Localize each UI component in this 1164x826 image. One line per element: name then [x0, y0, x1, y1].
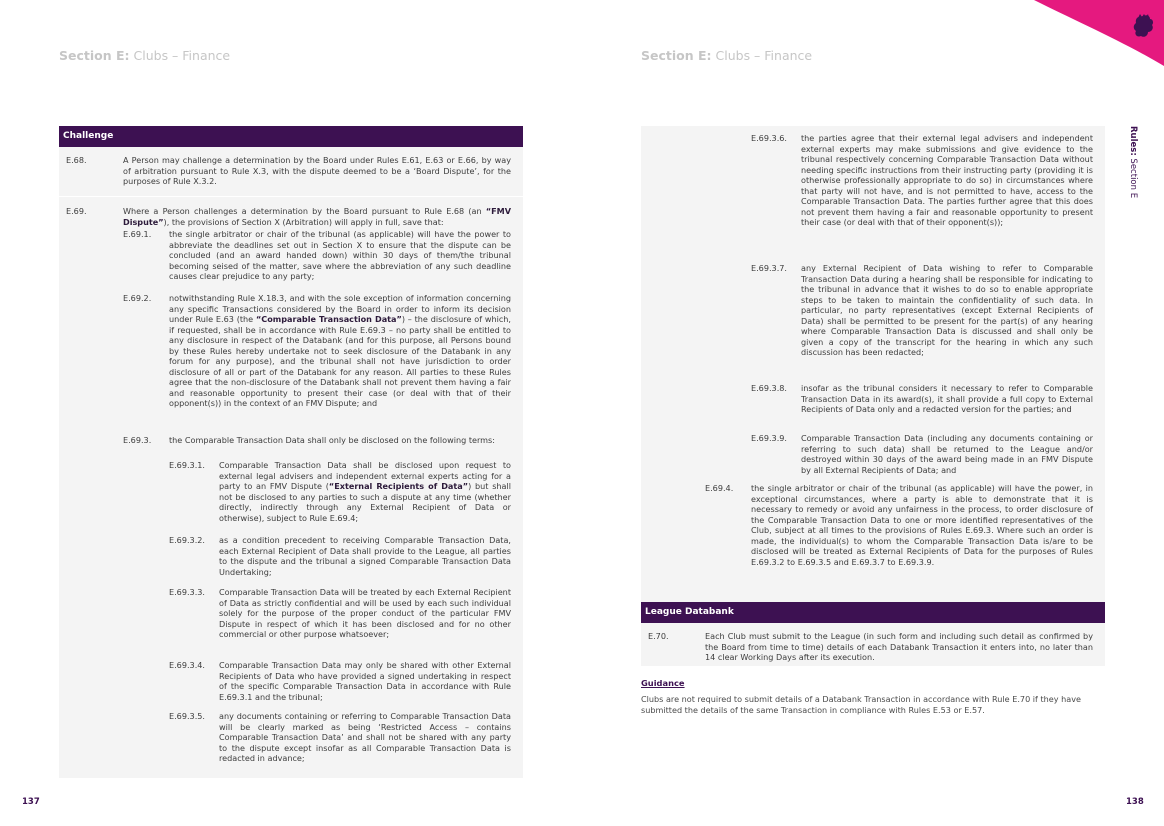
rule-e69-3-1: E.69.3.1. Comparable Transaction Data shall be disclosed upon request to external legal advisers and independent external experts acting for a party to an FMV Dispute (“External Recipients of Data”) but shall not be disclosed to any parties to such a dispute at any time (whether directly, indirectly through any External Recipient of Data or otherwise), subject to Rule E.69.4;	[169, 460, 511, 523]
page-number-right: 138	[1126, 797, 1144, 807]
rule-text: the parties agree that their external legal advisers and independent external experts may make submissions and give evidence to the tribunal respectively concerning Comparable Transaction Data without needing specific instructions from their instructing party (providing it is otherwise professionally appropriate to do so) in circumstances where that party will not have, and is not permitted to have, access to the Comparable Transaction Data. The parties further agree that this does not prevent them having a fair and reasonable opportunity to present their case (or deal with that of their opponent(s));	[801, 133, 1093, 227]
rules-panel-left	[59, 126, 523, 778]
rule-number: E.69.3.2.	[169, 535, 206, 545]
page-number-left: 137	[22, 797, 40, 807]
page-header-right: Section E: Clubs – Finance	[641, 48, 813, 63]
rule-e69-3-5	[169, 711, 511, 769]
guidance-text: Clubs are not required to submit details of a Databank Transaction in accordance with Rule E.70 if they have submitted the details of the same Transaction in compliance with Rules E.53 or E.57.	[641, 694, 1081, 715]
rule-text: insofar as the tribunal considers it necessary to refer to Comparable Transaction Data in its award(s), it shall provide a full copy to External Recipients of Data only and a redacted version for the parties; and	[801, 383, 1093, 414]
rule-number: E.69.	[66, 206, 87, 216]
rule-e69-3-7	[751, 263, 1093, 379]
rule-e69-3-9	[751, 433, 1093, 479]
rule-number: E.69.4.	[705, 483, 734, 493]
rule-e68	[66, 155, 511, 196]
rule-text: A Person may challenge a determination by the Board under Rules E.61, E.63 or E.66, by way of arbitration pursuant to Rule X.3, with the dispute deemed to be a ‘Board Dispute’, for the purposes of Rule X.3.2.	[123, 155, 511, 186]
rule-text: Each Club must submit to the League (in such form and including such detail as confirmed by the Board from time to time) details of each Databank Transaction it enters into, no later than 14 clear Working Days after its execution.	[705, 631, 1093, 662]
rule-e70	[648, 631, 1093, 665]
rule-number: E.68.	[66, 155, 87, 165]
rule-e69-3-8	[751, 383, 1093, 429]
rule-e69: E.69. Where a Person challenges a determination by the Board pursuant to Rule E.68 (an “FMV Dispute”), the provisions of Section X (Arbitration) will apply in full, save that:	[66, 206, 511, 227]
rule-number: E.69.3.7.	[751, 263, 788, 273]
rule-text: any documents containing or referring to Comparable Transaction Data will be clearly marked as being ‘Restricted Access – contains Comparable Transaction Data’ and shall not be shared with any party to the dispute except insofar as all Comparable Transaction Data is redacted in advance;	[219, 711, 511, 763]
side-section-label: Rules: Section E	[1128, 126, 1138, 199]
rule-e69-3-6	[751, 133, 1093, 259]
section-title-challenge: Challenge	[59, 126, 523, 147]
rule-number: E.69.3.8.	[751, 383, 788, 393]
rule-e69-3-2	[169, 535, 511, 582]
rule-number: E.69.3.5.	[169, 711, 206, 721]
rule-text: the single arbitrator or chair of the tribunal (as applicable) will have the power to abbreviate the deadlines set out in Section X to ensure that the dispute can be concluded (and an award handed down) within 30 days of them/the tribunal becoming seised of the matter, save where the abbreviation of any such deadline causes clear prejudice to any party;	[169, 229, 511, 281]
section-title-league-databank: League Databank	[641, 602, 1105, 623]
rule-text: the Comparable Transaction Data shall only be disclosed on the following terms:	[169, 435, 495, 445]
rule-number: E.69.3.1.	[169, 460, 206, 470]
rule-number: E.69.1.	[123, 229, 152, 239]
rule-text: Comparable Transaction Data will be treated by each External Recipient of Data as strictly confidential and will be used by each such individual solely for the purpose of the proper conduct of the particular FMV Dispute in respect of which it has been disclosed and for no other commercial or other purpose whatsoever;	[219, 587, 511, 639]
rule-number: E.69.3.	[123, 435, 152, 445]
rule-e69-3-3	[169, 587, 511, 655]
rule-text: as a condition precedent to receiving Comparable Transaction Data, each External Recipient of Data shall provide to the League, all parties to the dispute and the tribunal a signed Comparable Transaction Data Undertaking;	[219, 535, 511, 577]
guidance-title: Guidance	[641, 678, 685, 688]
rule-text: Comparable Transaction Data (including any documents containing or referring to such data) shall be returned to the League and/or destroyed within 30 days of the award being made in an FMV Dispute by all External Recipients of Data; and	[801, 433, 1093, 475]
page-header-left: Section E: Clubs – Finance	[59, 48, 231, 63]
rules-panel-right	[641, 126, 1105, 602]
rule-number: E.70.	[648, 631, 669, 641]
rule-number: E.69.2.	[123, 293, 152, 303]
divider	[59, 196, 523, 197]
rules-panel-databank	[641, 602, 1105, 666]
corner-brand-shape	[1014, 0, 1164, 72]
rule-number: E.69.3.6.	[751, 133, 788, 143]
rule-e69-1	[123, 229, 511, 287]
rule-number: E.69.3.9.	[751, 433, 788, 443]
rule-text: any External Recipient of Data wishing to refer to Comparable Transaction Data during a hearing shall be responsible for indicating to the tribunal in advance that it wishes to do so to enable appropriate steps to be taken to maintain the confidentiality of such data. In particular, no party representatives (except External Recipients of Data) shall be permitted to be present for the part(s) of any hearing where Comparable Transaction Data is discussed and shall only be given a copy of the transcript for the hearing in which any such discussion has been redacted;	[801, 263, 1093, 357]
rule-e69-4	[705, 483, 1093, 587]
rule-e69-2: E.69.2. notwithstanding Rule X.18.3, and with the sole exception of information concerning any specific Transactions considered by the Board in order to inform its decision under Rule E.63 (the “Comparable Transaction Data”) – the disclosure of which, if requested, shall be in accordance with Rule E.69.3 – no party shall be entitled to any disclosure in respect of the Databank (and for this purpose, all Persons bound by these Rules hereby undertake not to seek disclosure of the Databank in any forum for any purpose), and the tribunal shall not have jurisdiction to order disclosure of all or part of the Databank for any reason. All parties to these Rules agree that the non-disclosure of the Databank shall not prevent them having a fair and reasonable opportunity to present their case (or deal with that of their opponent(s)) in the context of an FMV Dispute; and	[123, 293, 511, 408]
rule-text: the single arbitrator or chair of the tribunal (as applicable) will have the power, in exceptional circumstances, where a party is able to demonstrate that it is necessary to remedy or avoid any unfairness in the process, to order disclosure of the Comparable Transaction Data to one or more identified representatives of the Club, subject at all times to the provisions of Rules E.69.3. Where such an order is made, the individual(s) to whom the Comparable Transaction Data is/are to be disclosed will be treated as External Recipients of Data for the purposes of Rules E.69.3.2 to E.69.3.5 and E.69.3.7 to E.69.3.9.	[751, 483, 1093, 567]
rule-e69-3	[123, 435, 511, 456]
rule-number: E.69.3.3.	[169, 587, 206, 597]
rule-number: E.69.3.4.	[169, 660, 206, 670]
rule-text: Comparable Transaction Data may only be shared with other External Recipients of Data who have provided a signed undertaking in respect of the specific Comparable Transaction Data in accordance with Rule E.69.3.1 and the tribunal;	[219, 660, 511, 702]
rule-e69-3-4	[169, 660, 511, 706]
